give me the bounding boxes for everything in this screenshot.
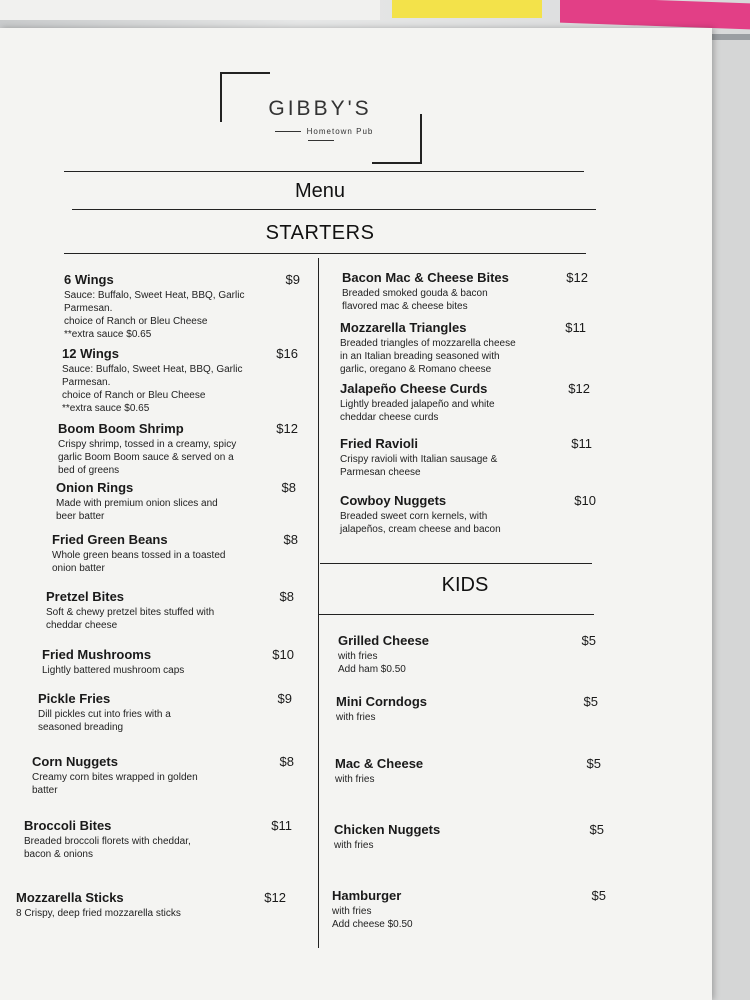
item-price: $8 (281, 480, 296, 495)
item-price: $10 (272, 647, 294, 662)
menu-item (62, 346, 298, 415)
item-price: $16 (276, 346, 298, 361)
menu-item (340, 493, 596, 536)
menu-item (335, 756, 601, 786)
item-name: Fried Mushrooms (42, 647, 152, 662)
menu-item (340, 436, 592, 479)
menu-item (24, 818, 292, 861)
description-line: Parmesan cheese (340, 467, 421, 478)
description-line: Parmesan. (64, 303, 113, 314)
item-description (24, 835, 292, 861)
item-price: $9 (285, 272, 300, 287)
description-line: Add ham $0.50 (338, 664, 406, 675)
column-divider (318, 258, 319, 948)
divider-menu-top (64, 171, 584, 172)
description-line: flavored mac & cheese bites (342, 301, 468, 312)
item-price: $11 (571, 436, 592, 451)
description-line: **extra sauce $0.65 (64, 329, 152, 340)
item-price: $10 (574, 493, 596, 508)
menu-item (332, 888, 606, 931)
description-line: with fries (335, 774, 375, 785)
item-name: Pickle Fries (38, 691, 111, 706)
menu-item (338, 633, 596, 676)
starters-heading: STARTERS (265, 222, 375, 244)
item-price: $11 (271, 818, 292, 833)
description-line: Creamy corn bites wrapped in golden (32, 772, 198, 783)
item-description (52, 549, 298, 575)
item-description (335, 773, 601, 786)
item-description (334, 839, 604, 852)
menu-item (32, 754, 294, 797)
description-line: **extra sauce $0.65 (62, 403, 150, 414)
description-line: Crispy ravioli with Italian sausage & (340, 454, 498, 465)
description-line: Whole green beans tossed in a toasted (52, 550, 226, 561)
item-name: 12 Wings (62, 346, 119, 361)
description-line: Crispy shrimp, tossed in a creamy, spicy (58, 439, 237, 450)
item-price: $11 (565, 320, 586, 335)
divider-starters (64, 253, 586, 254)
description-line: Sauce: Buffalo, Sweet Heat, BBQ, Garlic (64, 290, 245, 301)
item-description (38, 708, 292, 734)
item-description (342, 287, 588, 313)
item-name: Mac & Cheese (335, 756, 424, 771)
description-line: with fries (334, 840, 374, 851)
item-name: Hamburger (332, 888, 402, 903)
item-description (56, 497, 296, 523)
description-line: Breaded smoked gouda & bacon (342, 288, 488, 299)
logo-tagline: Hometown Pub (254, 127, 388, 145)
item-description (340, 510, 596, 536)
item-name: Jalapeño Cheese Curds (340, 381, 488, 396)
item-name: Grilled Cheese (338, 633, 430, 648)
paper-edge (0, 0, 380, 20)
menu-item (46, 589, 294, 632)
menu-item (56, 480, 296, 523)
item-price: $12 (568, 381, 590, 396)
item-price: $12 (566, 270, 588, 285)
menu-item (64, 272, 300, 341)
description-line: Breaded broccoli florets with cheddar, (24, 836, 191, 847)
description-line: choice of Ranch or Bleu Cheese (62, 390, 206, 401)
description-line: 8 Crispy, deep fried mozzarella sticks (16, 908, 181, 919)
item-name: Bacon Mac & Cheese Bites (342, 270, 509, 285)
menu-item (334, 822, 604, 852)
description-line: Dill pickles cut into fries with a (38, 709, 171, 720)
menu-item (336, 694, 598, 724)
description-line: beer batter (56, 511, 105, 522)
description-line: cheddar cheese curds (340, 412, 439, 423)
item-price: $12 (264, 890, 286, 905)
divider-kids-top (320, 563, 592, 564)
item-description (340, 398, 590, 424)
menu-item (340, 381, 590, 424)
description-line: in an Italian breading seasoned with (340, 351, 500, 362)
menu-item (52, 532, 298, 575)
item-description (340, 337, 586, 376)
description-line: bacon & onions (24, 849, 93, 860)
description-line: Parmesan. (62, 377, 111, 388)
item-price: $5 (591, 888, 606, 903)
description-line: Breaded sweet corn kernels, with (340, 511, 488, 522)
description-line: Lightly breaded jalapeño and white (340, 399, 495, 410)
menu-item (342, 270, 588, 313)
item-description (340, 453, 592, 479)
description-line: bed of greens (58, 465, 120, 476)
description-line: batter (32, 785, 58, 796)
description-line: with fries (336, 712, 376, 723)
menu-item (16, 890, 286, 920)
item-price: $5 (589, 822, 604, 837)
item-description (336, 711, 598, 724)
item-price: $5 (583, 694, 598, 709)
item-description (42, 664, 294, 677)
item-name: Cowboy Nuggets (340, 493, 447, 508)
description-line: Made with premium onion slices and (56, 498, 218, 509)
menu-item (340, 320, 586, 376)
yellow-sticky-note (392, 0, 542, 18)
item-price: $8 (279, 589, 294, 604)
item-description (332, 905, 606, 931)
item-description (32, 771, 294, 797)
item-description (46, 606, 294, 632)
description-line: garlic, oregano & Romano cheese (340, 364, 492, 375)
item-name: Chicken Nuggets (334, 822, 441, 837)
description-line: Sauce: Buffalo, Sweet Heat, BBQ, Garlic (62, 364, 243, 375)
item-price: $12 (276, 421, 298, 436)
item-name: Pretzel Bites (46, 589, 125, 604)
menu-item (42, 647, 294, 677)
item-price: $8 (283, 532, 298, 547)
divider-menu-bottom (72, 209, 596, 210)
item-name: 6 Wings (64, 272, 114, 287)
item-name: Corn Nuggets (32, 754, 118, 769)
menu-title: Menu (294, 180, 346, 202)
description-line: onion batter (52, 563, 105, 574)
description-line: seasoned breading (38, 722, 124, 733)
item-description (64, 289, 300, 341)
description-line: with fries (332, 906, 372, 917)
divider-kids-bottom (318, 614, 594, 615)
description-line: Breaded triangles of mozzarella cheese (340, 338, 516, 349)
item-price: $5 (581, 633, 596, 648)
item-price: $9 (277, 691, 292, 706)
item-name: Boom Boom Shrimp (58, 421, 184, 436)
logo-name: GIBBY'S (268, 97, 372, 120)
item-name: Fried Ravioli (340, 436, 419, 451)
item-name: Fried Green Beans (52, 532, 168, 547)
description-line: cheddar cheese (46, 620, 118, 631)
kids-heading: KIDS (441, 574, 489, 596)
item-name: Broccoli Bites (24, 818, 112, 833)
description-line: jalapeños, cream cheese and bacon (340, 524, 501, 535)
item-description (58, 438, 298, 477)
description-line: with fries (338, 651, 378, 662)
item-name: Mozzarella Sticks (16, 890, 124, 905)
description-line: Lightly battered mushroom caps (42, 665, 185, 676)
description-line: garlic Boom Boom sauce & served on a (58, 452, 234, 463)
item-price: $8 (279, 754, 294, 769)
description-line: Soft & chewy pretzel bites stuffed with (46, 607, 215, 618)
item-description (62, 363, 298, 415)
item-name: Onion Rings (56, 480, 134, 495)
menu-item (38, 691, 292, 734)
item-description (338, 650, 596, 676)
item-name: Mozzarella Triangles (340, 320, 467, 335)
description-line: choice of Ranch or Bleu Cheese (64, 316, 208, 327)
menu-item (58, 421, 298, 477)
description-line: Add cheese $0.50 (332, 919, 413, 930)
item-price: $5 (586, 756, 601, 771)
item-description (16, 907, 286, 920)
item-name: Mini Corndogs (336, 694, 427, 709)
